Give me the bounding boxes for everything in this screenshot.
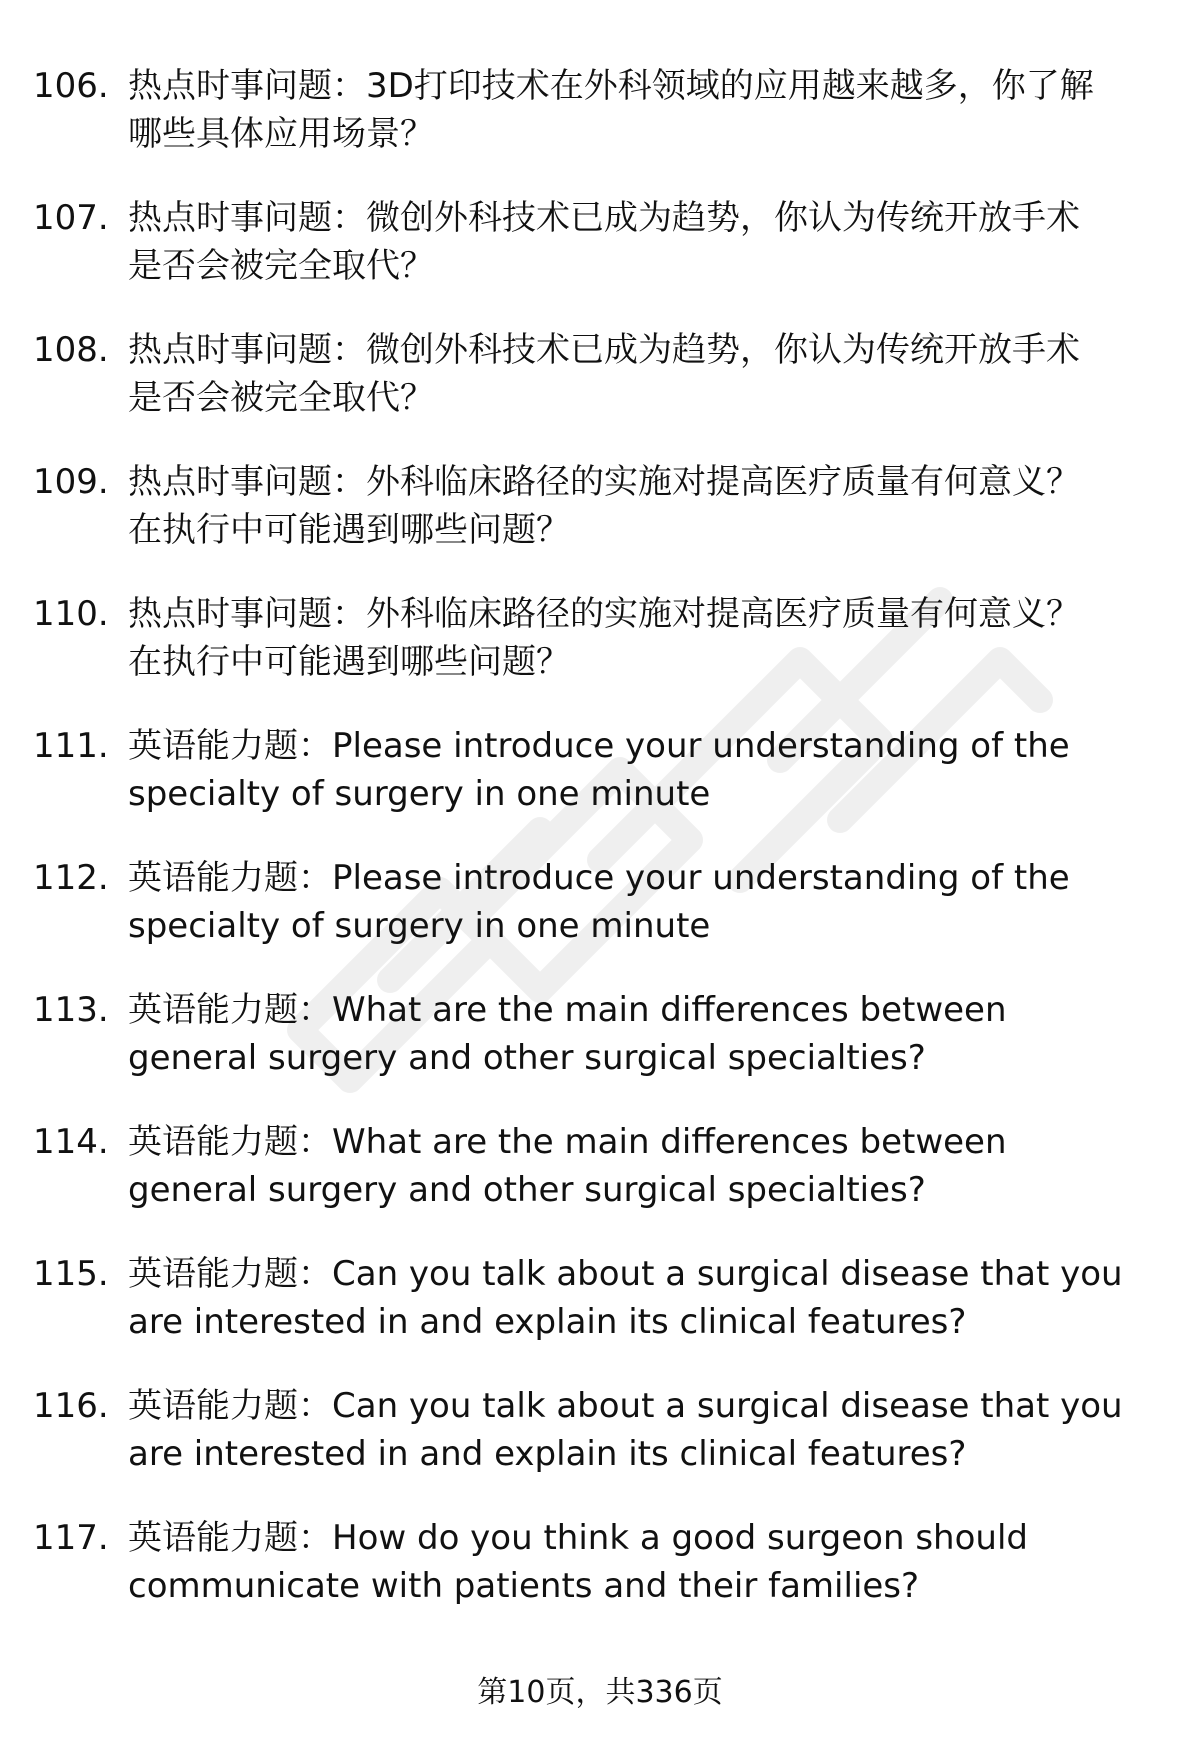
question-text: 英语能力题：Please introduce your understanding of the specialty of surgery in one minute [128, 858, 1070, 946]
list-item [0, 62, 1200, 194]
list-item [0, 458, 1200, 590]
question-text: 英语能力题：What are the main differences between general surgery and other surgical specialties? [128, 1122, 1007, 1210]
question-text: 英语能力题：Can you talk about a surgical disease that you are interested in and explain its clinical features? [128, 1254, 1123, 1342]
question-number: 112. [33, 858, 109, 898]
list-item [0, 722, 1200, 854]
question-number: 110. [33, 594, 109, 634]
question-number: 116. [33, 1386, 109, 1426]
question-text: 英语能力题：How do you think a good surgeon should communicate with patients and their families? [128, 1518, 1028, 1606]
question-number: 109. [33, 462, 109, 502]
question-text: 英语能力题：Please introduce your understanding of the specialty of surgery in one minute [128, 726, 1070, 814]
list-item [0, 986, 1200, 1118]
list-item [0, 1118, 1200, 1250]
question-number: 115. [33, 1254, 109, 1294]
question-number: 114. [33, 1122, 109, 1162]
list-item [0, 1514, 1200, 1646]
question-text: 热点时事问题：微创外科技术已成为趋势，你认为传统开放手术 是否会被完全取代？ [128, 198, 1080, 286]
list-item [0, 1382, 1200, 1514]
list-item [0, 854, 1200, 986]
list-item [0, 1250, 1200, 1382]
question-number: 108. [33, 330, 109, 370]
question-text: 热点时事问题：外科临床路径的实施对提高医疗质量有何意义？ 在执行中可能遇到哪些问题？ [128, 462, 1080, 550]
question-list [0, 62, 1200, 1646]
question-number: 117. [33, 1518, 109, 1558]
question-number: 106. [33, 66, 109, 106]
list-item [0, 590, 1200, 722]
question-text: 热点时事问题：微创外科技术已成为趋势，你认为传统开放手术 是否会被完全取代？ [128, 330, 1080, 418]
list-item [0, 326, 1200, 458]
page-number-footer: 第10页，共336页 [477, 1675, 723, 1710]
question-text: 英语能力题：Can you talk about a surgical disease that you are interested in and explain its clinical features? [128, 1386, 1123, 1474]
question-number: 107. [33, 198, 109, 238]
question-number: 113. [33, 990, 109, 1030]
list-item [0, 194, 1200, 326]
question-text: 英语能力题：What are the main differences between general surgery and other surgical specialties? [128, 990, 1007, 1078]
question-text: 热点时事问题：3D打印技术在外科领域的应用越来越多，你了解 哪些具体应用场景？ [128, 66, 1094, 154]
question-text: 热点时事问题：外科临床路径的实施对提高医疗质量有何意义？ 在执行中可能遇到哪些问题？ [128, 594, 1080, 682]
question-number: 111. [33, 726, 109, 766]
